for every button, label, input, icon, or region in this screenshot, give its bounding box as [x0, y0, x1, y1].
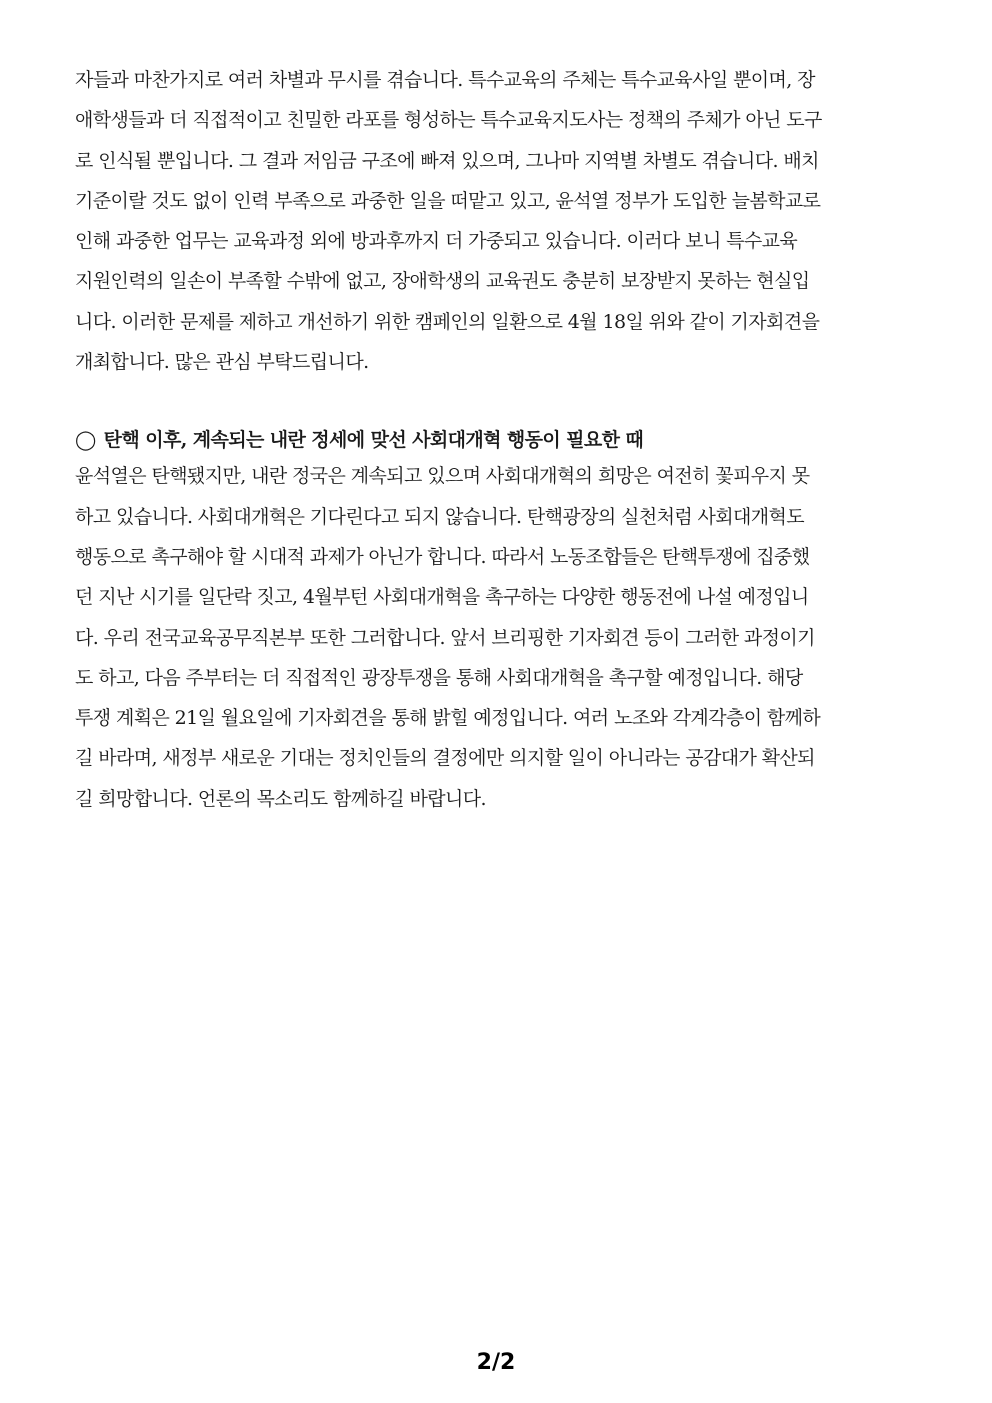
paragraph-continued [75, 60, 923, 382]
paragraph-line: 애학생들과 더 직접적이고 친밀한 라포를 형성하는 특수교육지도사는 정책의 주체가 아닌 도구 [75, 109, 822, 132]
section-sociopolitical-reform [75, 425, 923, 819]
paragraph-line: 인해 과중한 업무는 교육과정 외에 방과후까지 더 가중되고 있습니다. 이러다 보니 특수교육 [75, 230, 798, 253]
section-heading [75, 425, 923, 455]
paragraph-line: 행동으로 촉구해야 할 시대적 과제가 아닌가 합니다. 따라서 노동조합들은 탄핵투쟁에 집중했 [75, 545, 810, 568]
paragraph-line: 하고 있습니다. 사회대개혁은 기다린다고 되지 않습니다. 탄핵광장의 실천처럼 사회대개혁도 [75, 505, 805, 528]
paragraph-line: 지원인력의 일손이 부족할 수밖에 없고, 장애학생의 교육권도 충분히 보장받지 못하는 현실입 [75, 270, 810, 293]
paragraph-line: 도 하고, 다음 주부터는 더 직접적인 광장투쟁을 통해 사회대개혁을 촉구할 예정입니다. 해당 [75, 666, 803, 689]
paragraph-line: 투쟁 계획은 21일 월요일에 기자회견을 통해 밝힐 예정입니다. 여러 노조와 각계각층이 함께하 [75, 707, 821, 730]
paragraph-line: 기준이랄 것도 없이 인력 부족으로 과중한 일을 떠맡고 있고, 윤석열 정부가 도입한 늘봄학교로 [75, 189, 821, 212]
paragraph-line: 길 바라며, 새정부 새로운 기대는 정치인들의 결정에만 의지할 일이 아니라는 공감대가 확산되 [75, 747, 815, 770]
paragraph-line: 길 희망합니다. 언론의 목소리도 함께하길 바랍니다. [75, 787, 486, 810]
paragraph-line: 던 지난 시기를 일단락 짓고, 4월부턴 사회대개혁을 촉구하는 다양한 행동전에 나설 예정입니 [75, 586, 809, 609]
paragraph-line: 니다. 이러한 문제를 제하고 개선하기 위한 캠페인의 일환으로 4월 18일 위와 같이 기자회견을 [75, 310, 820, 333]
paragraph-line: 자들과 마찬가지로 여러 차별과 무시를 겪습니다. 특수교육의 주체는 특수교육사일 뿐이며, 장 [75, 69, 815, 91]
paragraph-line: 로 인식될 뿐입니다. 그 결과 저임금 구조에 빠져 있으며, 그나마 지역별 차별도 겪습니다. 배치 [75, 149, 819, 172]
paragraph-line: 윤석열은 탄핵됐지만, 내란 정국은 계속되고 있으며 사회대개혁의 희망은 여전히 꽃피우지 못 [75, 465, 810, 488]
circle-bullet-icon: ◯ [75, 429, 96, 452]
page-number: 2/2 [476, 1350, 516, 1375]
paragraph-line: 개최합니다. 많은 관심 부탁드립니다. [75, 351, 369, 374]
paragraph-line: 다. 우리 전국교육공무직본부 또한 그러합니다. 앞서 브리핑한 기자회견 등이 그러한 과정이기 [75, 626, 815, 649]
section-heading-text: 탄핵 이후, 계속되는 내란 정세에 맞선 사회대개혁 행동이 필요한 때 [103, 429, 644, 452]
document-body [75, 60, 923, 819]
section-paragraph [75, 456, 923, 819]
